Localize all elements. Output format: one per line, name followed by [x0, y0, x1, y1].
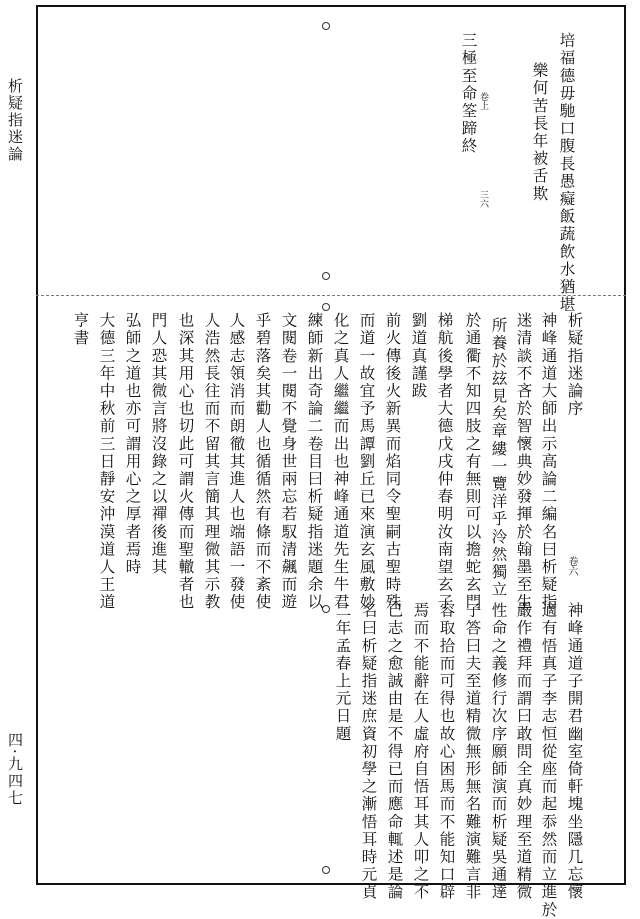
text-column: 適有悟真子李志恒從座而起忝然而立進於: [539, 602, 558, 919]
text-column: 迷清談不吝於智懷典妙發揮於翰墨至生: [514, 312, 533, 612]
binding-circle: [322, 272, 330, 280]
text-column: 神峰通道子開君幽室倚軒塊坐隱几忘懷: [565, 602, 584, 902]
page-divider: [36, 295, 626, 296]
top-line-3: 三極至命筌蹄終: [459, 32, 478, 156]
text-column: 人感志領消而朗徹其進人也端語一發使: [227, 312, 246, 612]
margin-title: 析疑指迷論: [6, 78, 24, 163]
text-column: 乎碧落矣其勸人也循循然有條而不紊使: [253, 312, 272, 612]
text-column: 前火傳後火新異而焰同令聖嗣古聖時殊: [383, 312, 402, 612]
text-column: 子答曰夫至道精微無形無名難演難言非: [463, 602, 482, 902]
text-column: 門人恐其微言將沒錄之以禪後進其: [149, 312, 168, 576]
text-column: 名曰析疑指迷庶資初學之漸悟耳時元貞: [359, 602, 378, 902]
text-column: 文閱卷一閱不覺身世兩忘若馭清飆而遊: [279, 312, 298, 612]
text-column: 二年孟春上元日題: [333, 602, 352, 743]
text-column: 所養於玆見矣章縷一覽洋乎泠然獨立: [489, 317, 508, 599]
text-column: 於通衢不知四肢之有無則可以擔蛇玄門: [463, 312, 482, 612]
binding-circle: [322, 866, 330, 874]
top-note-2: 三六: [478, 190, 488, 208]
binding-circle: [322, 303, 330, 311]
text-column: 亨書: [71, 312, 90, 348]
text-column: 析疑指迷論序: [565, 312, 584, 418]
text-column: 梯航後學者大德戊戌仲春明汝南望玄子: [435, 312, 454, 612]
margin-page-number: 四·九四七: [6, 732, 24, 807]
text-column: 而道一故宜予馬譚劉丘已來演玄風敷妙: [357, 312, 376, 612]
text-column: 神峰通道大師出示高論二編名曰析疑指: [539, 312, 558, 612]
top-line-1: 培福德毋馳口腹長愚癡飯蔬飲水猶堪: [557, 32, 576, 314]
text-column: 大德三年中秋前三日靜安沖漠道人王道: [97, 312, 116, 612]
text-column: 劉道真謹跋: [409, 312, 428, 400]
text-column: 嚴作禮拜而謂曰敢問全真妙理至道精微: [514, 602, 533, 902]
top-line-2: 樂何苦長年被舌欺: [530, 62, 549, 203]
binding-circle: [322, 22, 330, 30]
text-column: 化之真人繼繼而出也神峰通道先生牛君: [331, 312, 350, 612]
text-column: 弘師之道也亦可謂用心之厚者焉時: [123, 312, 142, 576]
text-column: 容取拾而可得也故心困馬而不能知口辟: [437, 602, 456, 902]
top-note-1: 卷上: [478, 92, 488, 110]
page-note: 卷六: [566, 556, 577, 576]
text-column: 性命之義修行次序願師演而析疑吳通達: [489, 602, 508, 902]
text-column: 人浩然長往而不留其言簡其理微其示教: [202, 312, 221, 612]
text-column: 已志之愈誠由是不得已而應命輒述是論: [385, 602, 404, 902]
text-column: 焉而不能辭在人虛府自悟耳其人叩之不: [411, 602, 430, 902]
text-column: 也深其用心也切此可謂火傳而聖轍者也: [176, 312, 195, 612]
text-column: 練師新出奇論二卷目曰析疑指迷題余以: [305, 312, 324, 612]
